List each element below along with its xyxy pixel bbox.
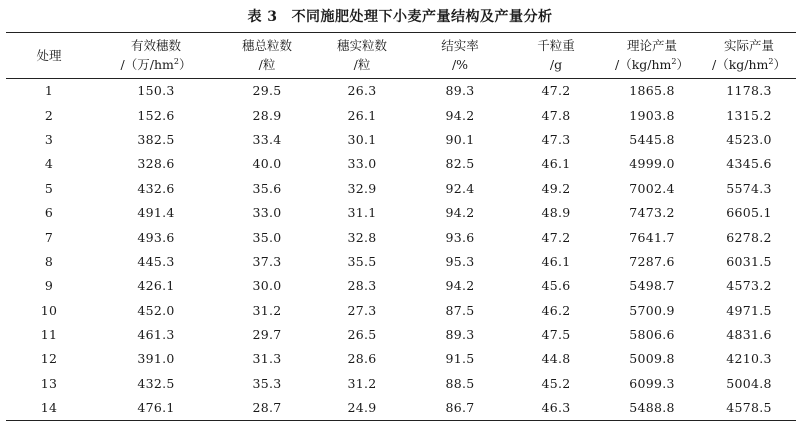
table-cell: 33.0 <box>347 156 377 172</box>
table-cell: 26.1 <box>347 107 377 123</box>
table-cell: 46.3 <box>510 396 602 421</box>
column-header-title: 有效穗数 <box>130 38 181 53</box>
table-cell: 91.5 <box>445 351 475 367</box>
table-cell: 24.9 <box>314 396 410 421</box>
treatment-cell: 1 <box>44 83 54 99</box>
table-row <box>6 225 796 249</box>
column-header <box>510 33 602 79</box>
table-row <box>6 323 796 347</box>
table-cell: 86.7 <box>410 396 510 421</box>
table-cell: 5009.8 <box>629 351 675 367</box>
table-cell: 4523.0 <box>726 131 772 147</box>
treatment-cell: 3 <box>44 131 54 147</box>
table-cell: 89.3 <box>445 83 475 99</box>
yield-table <box>6 32 796 421</box>
table-cell: 26.3 <box>347 83 377 99</box>
table-cell: 452.0 <box>137 302 175 318</box>
treatment-cell: 4 <box>44 156 54 172</box>
table-cell: 1315.2 <box>726 107 772 123</box>
table-cell: 46.1 <box>541 253 571 269</box>
column-header-title: 理论产量 <box>626 38 677 53</box>
table-cell: 47.8 <box>541 107 571 123</box>
treatment-cell: 2 <box>44 107 54 123</box>
table-cell: 47.5 <box>541 327 571 343</box>
table-cell: 29.7 <box>252 327 282 343</box>
table-cell: 45.6 <box>541 278 571 294</box>
table-cell: 152.6 <box>137 107 175 123</box>
table-cell: 1178.3 <box>726 83 772 99</box>
table-cell: 7473.2 <box>629 205 675 221</box>
column-header-title: 结实率 <box>441 38 479 53</box>
column-header-unit: $/(kg/hm^2)$ <box>614 57 689 72</box>
table-cell: 491.4 <box>137 205 175 221</box>
table-row <box>6 103 796 127</box>
table-cell: 7002.4 <box>629 180 675 196</box>
table-cell: 6605.1 <box>726 205 772 221</box>
table-cell: 90.1 <box>445 131 475 147</box>
table-header-row <box>6 33 796 79</box>
table-cell: 92.4 <box>445 180 475 196</box>
table-cell: 32.9 <box>347 180 377 196</box>
table-cell: 328.6 <box>137 156 175 172</box>
column-header-unit: /（万$/hm^2$） <box>120 57 192 72</box>
table-cell: 31.2 <box>252 302 282 318</box>
table-cell: 4831.6 <box>726 327 772 343</box>
table-row <box>6 128 796 152</box>
table-cell: 445.3 <box>137 253 175 269</box>
table-cell: 28.3 <box>347 278 377 294</box>
treatment-cell: 7 <box>44 229 54 245</box>
table-cell: 47.2 <box>541 229 571 245</box>
treatment-cell: 8 <box>44 253 54 269</box>
table-cell: 47.3 <box>541 131 571 147</box>
column-header-title: 穗总粒数 <box>241 38 292 53</box>
column-header <box>314 33 410 79</box>
table-row <box>6 274 796 298</box>
table-cell: 30.0 <box>252 278 282 294</box>
table-cell: 391.0 <box>137 351 175 367</box>
table-cell: 94.2 <box>445 107 475 123</box>
table-cell: 87.5 <box>445 302 475 318</box>
column-header <box>220 33 314 79</box>
table-cell: 32.8 <box>347 229 377 245</box>
table-cell: 94.2 <box>445 278 475 294</box>
table-cell: 150.3 <box>137 83 175 99</box>
table-cell: 476.1 <box>92 396 220 421</box>
column-header-title: 千粒重 <box>537 38 575 53</box>
table-body <box>6 79 796 421</box>
table-cell: 95.3 <box>445 253 475 269</box>
caption-text: 不同施肥处理下小麦产量结构及产量分析 <box>291 9 553 25</box>
table-cell: 5700.9 <box>629 302 675 318</box>
table-row <box>6 177 796 201</box>
table-cell: 4573.2 <box>726 278 772 294</box>
table-cell: 88.5 <box>445 375 475 391</box>
table-cell: 1903.8 <box>629 107 675 123</box>
table-cell: 40.0 <box>252 156 282 172</box>
table-cell: 5445.8 <box>629 131 675 147</box>
table-cell: 27.3 <box>347 302 377 318</box>
table-cell: 89.3 <box>445 327 475 343</box>
table-row <box>6 250 796 274</box>
table-cell: 30.1 <box>347 131 377 147</box>
column-header <box>602 33 702 79</box>
table-cell: 33.4 <box>252 131 282 147</box>
table-cell: 7287.6 <box>629 253 675 269</box>
table-cell: 35.3 <box>252 375 282 391</box>
table-cell: 35.5 <box>347 253 377 269</box>
table-cell: 37.3 <box>252 253 282 269</box>
table-row <box>6 79 796 104</box>
table-cell: 5004.8 <box>726 375 772 391</box>
table-cell: 6278.2 <box>726 229 772 245</box>
table-row <box>6 396 796 421</box>
table-cell: 45.2 <box>541 375 571 391</box>
treatment-cell: 11 <box>40 327 58 343</box>
table-row <box>6 372 796 396</box>
table-cell: 44.8 <box>541 351 571 367</box>
column-header-unit: /g <box>549 57 563 72</box>
table-cell: 31.2 <box>347 375 377 391</box>
table-cell: 35.6 <box>252 180 282 196</box>
table-cell: 5488.8 <box>602 396 702 421</box>
table-cell: 26.5 <box>347 327 377 343</box>
column-header-unit: /% <box>451 57 469 72</box>
table-cell: 33.0 <box>252 205 282 221</box>
table-cell: 46.1 <box>541 156 571 172</box>
column-header-unit: /粒 <box>258 57 276 72</box>
table-cell: 49.2 <box>541 180 571 196</box>
table-cell: 382.5 <box>137 131 175 147</box>
column-header-title: 实际产量 <box>723 38 774 53</box>
table-cell: 7641.7 <box>629 229 675 245</box>
table-cell: 31.1 <box>347 205 377 221</box>
table-cell: 432.5 <box>137 375 175 391</box>
column-header-title: 处理 <box>36 47 62 63</box>
treatment-cell: 10 <box>40 302 58 318</box>
table-cell: 4578.5 <box>702 396 796 421</box>
table-cell: 6031.5 <box>726 253 772 269</box>
table-cell: 28.9 <box>252 107 282 123</box>
table-cell: 4999.0 <box>629 156 675 172</box>
table-cell: 35.0 <box>252 229 282 245</box>
caption-number: 表 3 <box>247 9 278 25</box>
treatment-cell: 9 <box>44 278 54 294</box>
table-cell: 48.9 <box>541 205 571 221</box>
table-caption <box>0 6 800 26</box>
table-cell: 426.1 <box>137 278 175 294</box>
column-header <box>702 33 796 79</box>
table-cell: 31.3 <box>252 351 282 367</box>
column-header <box>410 33 510 79</box>
table-cell: 46.2 <box>541 302 571 318</box>
table-row <box>6 347 796 371</box>
table-row <box>6 299 796 323</box>
table-cell: 493.6 <box>137 229 175 245</box>
table-cell: 82.5 <box>445 156 475 172</box>
table-cell: 6099.3 <box>629 375 675 391</box>
column-header-unit: $/(kg/hm^2)$ <box>711 57 786 72</box>
table-cell: 94.2 <box>445 205 475 221</box>
treatment-cell: 6 <box>44 205 54 221</box>
table-cell: 28.6 <box>347 351 377 367</box>
table-row <box>6 152 796 176</box>
table-cell: 4971.5 <box>726 302 772 318</box>
table-cell: 93.6 <box>445 229 475 245</box>
treatment-cell: 5 <box>44 180 54 196</box>
table-cell: 432.6 <box>137 180 175 196</box>
table-cell: 4345.6 <box>726 156 772 172</box>
table-cell: 29.5 <box>252 83 282 99</box>
table-cell: 5806.6 <box>629 327 675 343</box>
table-cell: 1865.8 <box>629 83 675 99</box>
column-header <box>92 33 220 79</box>
treatment-cell: 13 <box>40 375 58 391</box>
column-header-title: 穗实粒数 <box>336 38 387 53</box>
table-cell: 5574.3 <box>726 180 772 196</box>
table-cell: 4210.3 <box>726 351 772 367</box>
column-header-unit: /粒 <box>353 57 371 72</box>
table-cell: 47.2 <box>541 83 571 99</box>
table-row <box>6 201 796 225</box>
column-header <box>6 33 92 79</box>
treatment-cell: 14 <box>6 396 92 421</box>
treatment-cell: 12 <box>40 351 58 367</box>
table-cell: 28.7 <box>220 396 314 421</box>
table-cell: 5498.7 <box>629 278 675 294</box>
table-cell: 461.3 <box>137 327 175 343</box>
